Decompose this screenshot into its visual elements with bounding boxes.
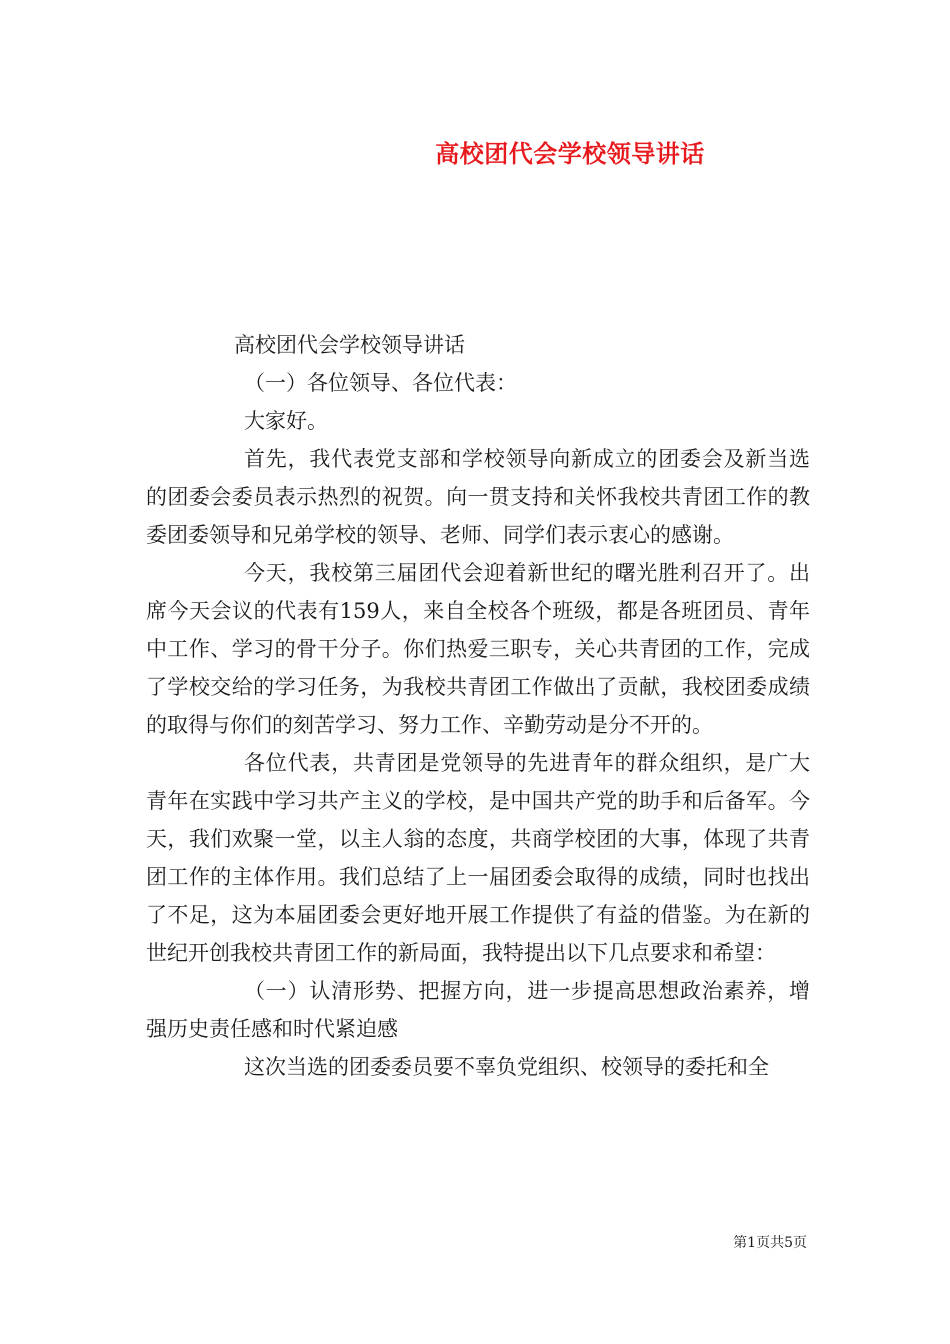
paragraph: 今天，我校第三届团代会迎着新世纪的曙光胜利召开了。出席今天会议的代表有159人，来自全校各个班级，都是各班团员、青年中工作、学习的骨干分子。你们热爱三职专，关心共青团的工作，完成了学校交给的学习任务，为我校共青团工作做出了贡献，我校团委成绩的取得与你们的刻苦学习、努力工作、辛勤劳动是分不开的。	[146, 561, 810, 737]
paragraph: （一）各位领导、各位代表：	[244, 371, 517, 395]
page-number: 第1页共5页	[733, 1235, 807, 1251]
paragraph: 这次当选的团委委员要不辜负党组织、校领导的委托和全	[244, 1055, 769, 1079]
paragraph: （一）认清形势、把握方向，进一步提高思想政治素养，增强历史责任感和时代紧迫感	[146, 979, 810, 1041]
paragraph: 各位代表，共青团是党领导的先进青年的群众组织，是广大青年在实践中学习共产主义的学校，是中国共产党的助手和后备军。今天，我们欢聚一堂，以主人翁的态度，共商学校团的大事，体现了共青团工作的主体作用。我们总结了上一届团委会取得的成绩，同时也找出了不足，这为本届团委会更好地开展工作提供了有益的借鉴。为在新的世纪开创我校共青团工作的新局面，我特提出以下几点要求和希望：	[146, 751, 810, 965]
paragraph: 首先，我代表党支部和学校领导向新成立的团委会及新当选的团委会委员表示热烈的祝贺。向一贯支持和关怀我校共青团工作的教委团委领导和兄弟学校的领导、老师、同学们表示衷心的感谢。	[146, 447, 810, 547]
document-body	[146, 326, 810, 1086]
paragraph: 高校团代会学校领导讲话	[234, 333, 465, 357]
paragraph: 大家好。	[244, 409, 328, 433]
document-title: 高校团代会学校领导讲话	[435, 139, 705, 168]
